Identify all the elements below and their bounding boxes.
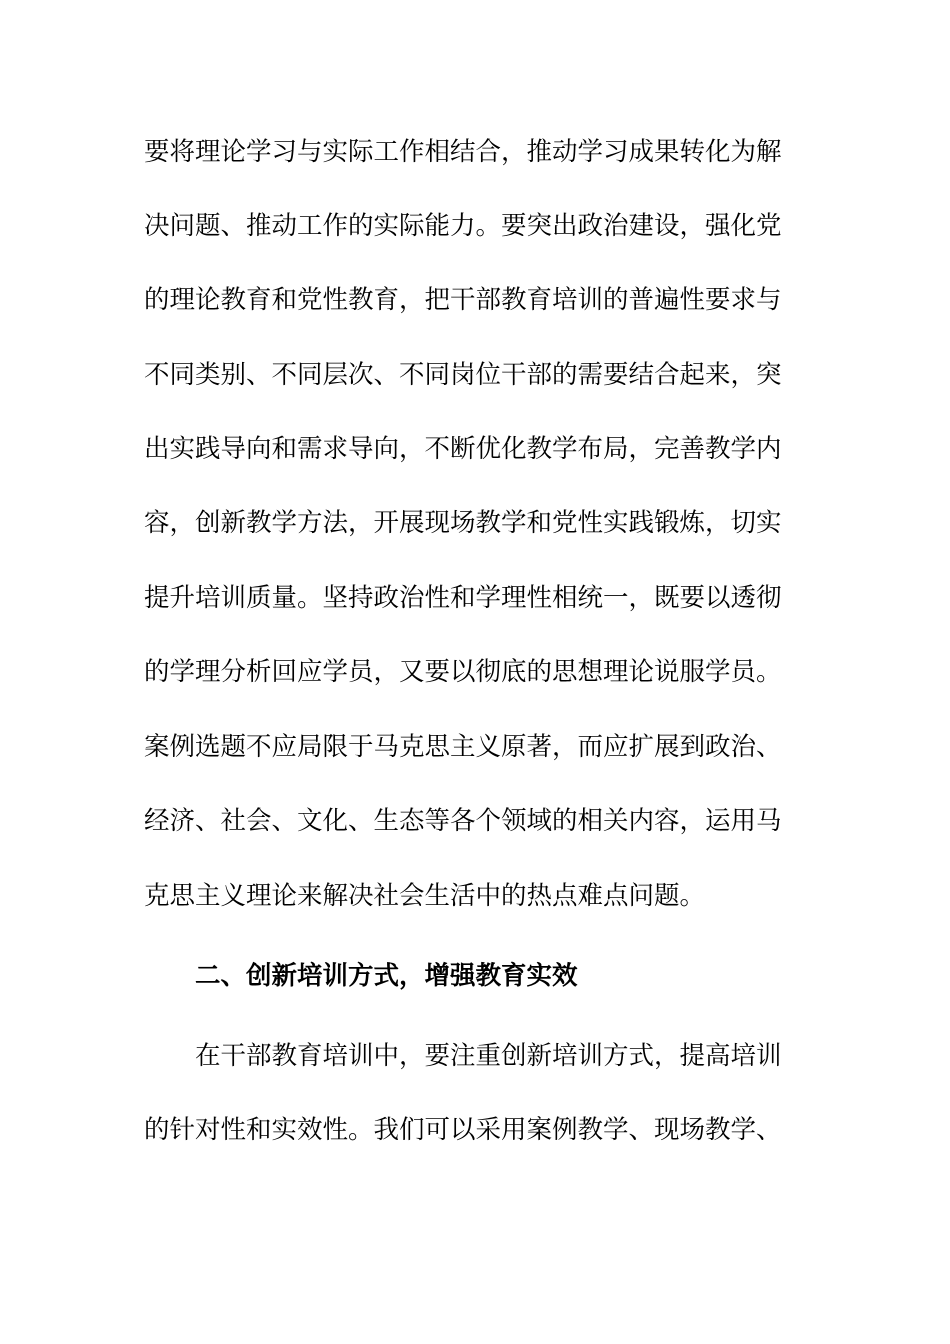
paragraph-1-line-3: 的理论教育和党性教育，把干部教育培训的普遍性要求与 bbox=[144, 285, 782, 315]
section-heading: 二、创新培训方式，增强教育实效 bbox=[195, 961, 578, 991]
paragraph-1-line-11: 克思主义理论来解决社会生活中的热点难点问题。 bbox=[144, 881, 706, 911]
paragraph-1-line-5: 出实践导向和需求导向，不断优化教学布局，完善教学内 bbox=[144, 434, 782, 464]
paragraph-1-line-1: 要将理论学习与实际工作相结合，推动学习成果转化为解 bbox=[144, 137, 782, 167]
paragraph-1-line-9: 案例选题不应局限于马克思主义原著，而应扩展到政治、 bbox=[144, 732, 782, 762]
paragraph-2-line-2: 的针对性和实效性。我们可以采用案例教学、现场教学、 bbox=[144, 1115, 782, 1145]
paragraph-2-line-1: 在干部教育培训中，要注重创新培训方式，提高培训 bbox=[195, 1041, 782, 1071]
paragraph-1-line-8: 的学理分析回应学员，又要以彻底的思想理论说服学员。 bbox=[144, 657, 782, 687]
paragraph-1-line-6: 容，创新教学方法，开展现场教学和党性实践锻炼，切实 bbox=[144, 508, 782, 538]
paragraph-1-line-2: 决问题、推动工作的实际能力。要突出政治建设，强化党 bbox=[144, 211, 782, 241]
paragraph-1-line-7: 提升培训质量。坚持政治性和学理性相统一，既要以透彻 bbox=[144, 583, 782, 613]
paragraph-1-line-10: 经济、社会、文化、生态等各个领域的相关内容，运用马 bbox=[144, 806, 782, 836]
paragraph-1-line-4: 不同类别、不同层次、不同岗位干部的需要结合起来，突 bbox=[144, 360, 782, 390]
